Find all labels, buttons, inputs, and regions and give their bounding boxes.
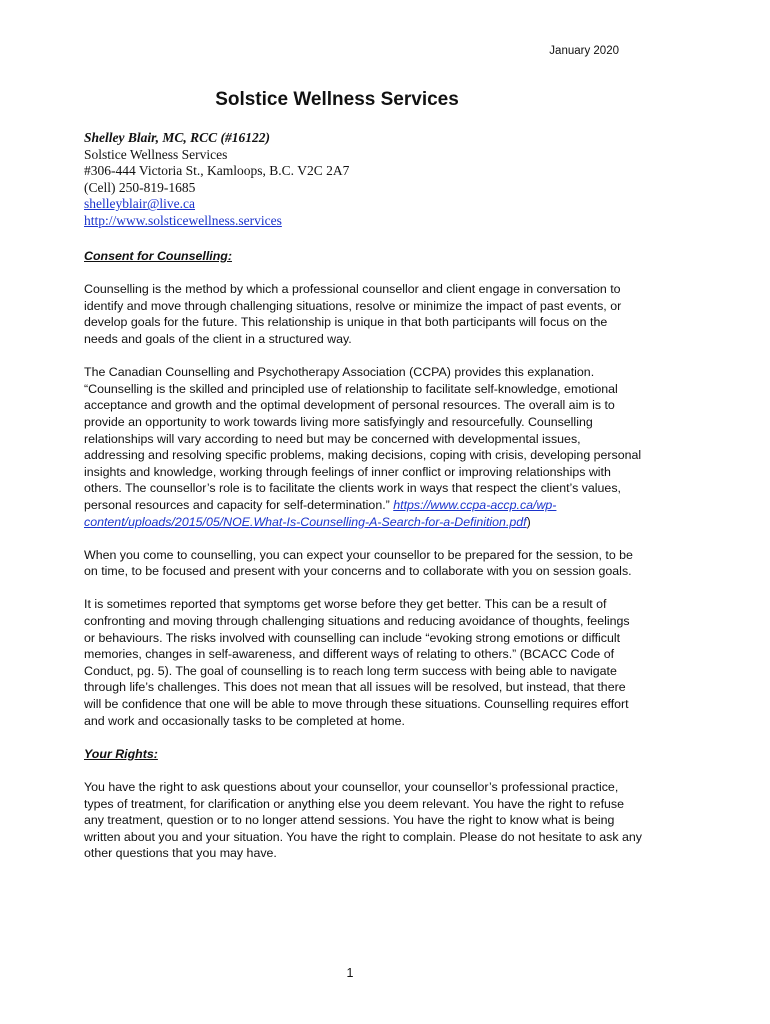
website-link[interactable]: http://www.solsticewellness.services (84, 212, 282, 228)
consent-paragraph-4: It is sometimes reported that symptoms get worse before they get better. This can be a result of confronting and moving through challenging situations and reducing avoidance of thoughts, feelings or behaviours. The risks involved with counselling can include “evoking strong emotions or difficult memories, changes in self-awareness, and different ways of relating to others.” (BCACC Code of Conduct, pg. 5). The goal of counselling is to reach long term success with being able to navigate through life’s challenges. This does not mean that all issues will be resolved, but instead, that there will be confidence that one will be able to move through these situations. Counselling requires effort and work and occasionally tasks to be completed at home. (84, 597, 630, 728)
page-number: 1 (346, 966, 354, 980)
email-link[interactable]: shelleyblair@live.ca (84, 196, 196, 212)
consent-paragraph-3: When you come to counselling, you can expect your counsellor to be prepared for the session, to be on time, to be focused and present with your concerns and to collaborate with you on session goals. (84, 547, 633, 579)
consent-paragraph-1: Counselling is the method by which a professional counsellor and client engage in conversation to identify and move through challenging situations, resolve or minimize the impact of past events, or develop goals for the future. This relationship is unique in that both participants will focus on the needs and goals of the client in a structured way. (84, 282, 622, 346)
organization-name: Solstice Wellness Services (84, 146, 228, 162)
page-title: Solstice Wellness Services (215, 89, 459, 110)
consent-paragraph-2 (84, 364, 644, 530)
contact-block (84, 130, 349, 230)
rights-paragraph-1: You have the right to ask questions about your counsellor, your counsellor’s professional practice, types of treatment, for clarification or anything else you deem relevant. You have the right to refuse any treatment, question or to no longer attend sessions. You have the right to know what is being written about you and your situation. You have the right to complain. Please do not hesitate to ask any other questions that you may have. (84, 780, 642, 861)
closing-paren: ) (526, 514, 531, 529)
ccpa-quote: The Canadian Counselling and Psychotherapy Association (CCPA) provides this explanation. “Counselling is the skilled and principled use of relationship to facilitate self-knowledge, emotional acceptance and growth and the optimal development of personal resources. The overall aim is to provide an opportunity to work towards living more satisfyingly and resourcefully. Counselling relationships will vary according to need but may be concerned with developmental issues, addressing and resolving specific problems, making decisions, coping with crisis, developing personal insights and knowledge, working through feelings of inner conflict or improving relationships with others. The counsellor’s role is to facilitate the clients work in ways that respect the client’s values, personal resources and capacity for self-determination.” (84, 365, 642, 512)
document-date: January 2020 (549, 45, 619, 57)
document-body (84, 248, 644, 879)
consent-heading: Consent for Counselling: (84, 249, 232, 263)
counsellor-name: Shelley Blair, MC, RCC (#16122) (84, 130, 271, 145)
rights-heading: Your Rights: (84, 746, 158, 761)
ccpa-definition-link[interactable]: https://www.ccpa-accp.ca/wp-content/uploads/2015/05/NOE.What-Is-Counselling-A-Search-for-a-Definition.pdf (84, 497, 557, 529)
phone: (Cell) 250-819-1685 (84, 179, 196, 195)
address: #306-444 Victoria St., Kamloops, B.C. V2C 2A7 (84, 163, 350, 179)
